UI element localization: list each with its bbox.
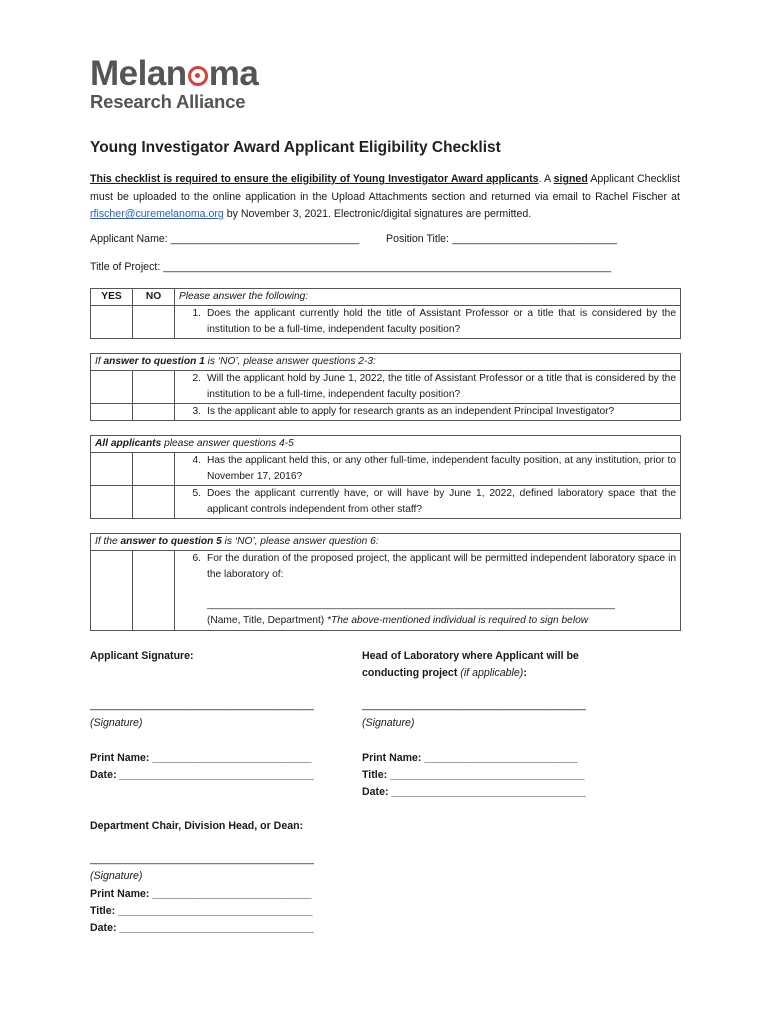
question-3: 3. Is the applicant able to apply for research grants as an independent Principal Investigator?: [192, 406, 615, 417]
no-header: NO: [133, 289, 175, 306]
table3-header: All applicants please answer questions 4-5: [91, 436, 681, 453]
applicant-name-field[interactable]: Applicant Name: ________________________________: [90, 233, 360, 245]
dept-chair-label: Department Chair, Division Head, or Dean:: [90, 820, 304, 832]
question-6: 6. For the duration of the proposed project, the applicant will be permitted independent laboratory space in the laboratory of:: [192, 553, 676, 580]
lab-head-caption: (Name, Title, Department) *The above-mentioned individual is required to sign below: [207, 615, 589, 626]
question-table-2: [90, 353, 681, 421]
question-table-1: [90, 288, 681, 339]
applicant-signature-label: Applicant Signature:: [90, 650, 194, 662]
question-1: 1. Does the applicant currently hold the title of Assistant Professor or a title that is considered by the institution to be a full-time, independent faculty position?: [192, 308, 676, 335]
dept-signature-line[interactable]: ______________________________________: [90, 853, 314, 865]
position-title-field[interactable]: Position Title: ____________________________: [386, 233, 617, 245]
q1-no-checkbox[interactable]: [133, 306, 175, 339]
table2-header: If answer to question 1 is ‘NO’, please answer questions 2-3:: [91, 354, 681, 371]
applicant-print-name-field[interactable]: Print Name: ___________________________: [90, 752, 312, 764]
q5-yes-checkbox[interactable]: [91, 486, 133, 519]
q1-yes-checkbox[interactable]: [91, 306, 133, 339]
head-signature-line[interactable]: ______________________________________: [362, 699, 586, 711]
question-4: 4. Has the applicant held this, or any other full-time, independent faculty position, at any institution, prior to November 17, 2016?: [192, 455, 676, 482]
q6-yes-checkbox[interactable]: [91, 551, 133, 631]
dept-signature-caption: (Signature): [90, 870, 143, 882]
dept-title-field[interactable]: Title: _________________________________: [90, 905, 313, 917]
head-date-field[interactable]: Date: _________________________________: [362, 786, 586, 798]
dept-print-name-field[interactable]: Print Name: ___________________________: [90, 888, 312, 900]
question-table-3: [90, 435, 681, 519]
q3-yes-checkbox[interactable]: [91, 404, 133, 421]
applicant-date-field[interactable]: Date: _________________________________: [90, 769, 314, 781]
head-print-name-field[interactable]: Print Name: __________________________: [362, 752, 578, 764]
intro-paragraph: This checklist is required to ensure the eligibility of Young Investigator Award applicants. A signed Applicant Checklist must be uploaded to the online application in the Upload Attachments section and returned via email to Rachel Fischer at rfischer@curemelanoma.org by November 3, 2021. Electronic/digital signatures are permitted.: [90, 173, 681, 220]
question-5: 5. Does the applicant currently have, or will have by June 1, 2022, defined laboratory space that the applicant controls independent from other staff?: [192, 488, 676, 515]
question-2: 2. Will the applicant hold by June 1, 2022, the title of Assistant Professor or a title that is considered by the institution to be a full-time, independent faculty position?: [192, 373, 676, 400]
head-signature-caption: (Signature): [362, 717, 415, 729]
head-title-field[interactable]: Title: _________________________________: [362, 769, 585, 781]
table1-prompt: Please answer the following:: [175, 289, 681, 306]
q6-no-checkbox[interactable]: [133, 551, 175, 631]
q3-no-checkbox[interactable]: [133, 404, 175, 421]
melanoma-research-alliance-logo: Melan ma Research Alliance: [90, 54, 259, 112]
q2-no-checkbox[interactable]: [133, 371, 175, 404]
q2-yes-checkbox[interactable]: [91, 371, 133, 404]
yes-header: YES: [91, 289, 133, 306]
head-of-lab-label: Head of Laboratory where Applicant will be conducting project (if applicable):: [362, 650, 579, 679]
project-title-field[interactable]: Title of Project: ____________________________________________________________________________: [90, 261, 611, 273]
table4-header: If the answer to question 5 is ‘NO’, please answer question 6:: [91, 534, 681, 551]
q4-no-checkbox[interactable]: [133, 453, 175, 486]
lab-head-blank[interactable]: ________________________________________________________________________: [207, 599, 615, 610]
q5-no-checkbox[interactable]: [133, 486, 175, 519]
applicant-signature-line[interactable]: ______________________________________: [90, 699, 314, 711]
q4-yes-checkbox[interactable]: [91, 453, 133, 486]
logo-ring-icon: [188, 66, 208, 86]
dept-date-field[interactable]: Date: _________________________________: [90, 922, 314, 934]
question-table-4: [90, 533, 681, 631]
email-link[interactable]: rfischer@curemelanoma.org: [90, 208, 224, 220]
applicant-signature-caption: (Signature): [90, 717, 143, 729]
page-title: Young Investigator Award Applicant Eligibility Checklist: [90, 139, 501, 156]
